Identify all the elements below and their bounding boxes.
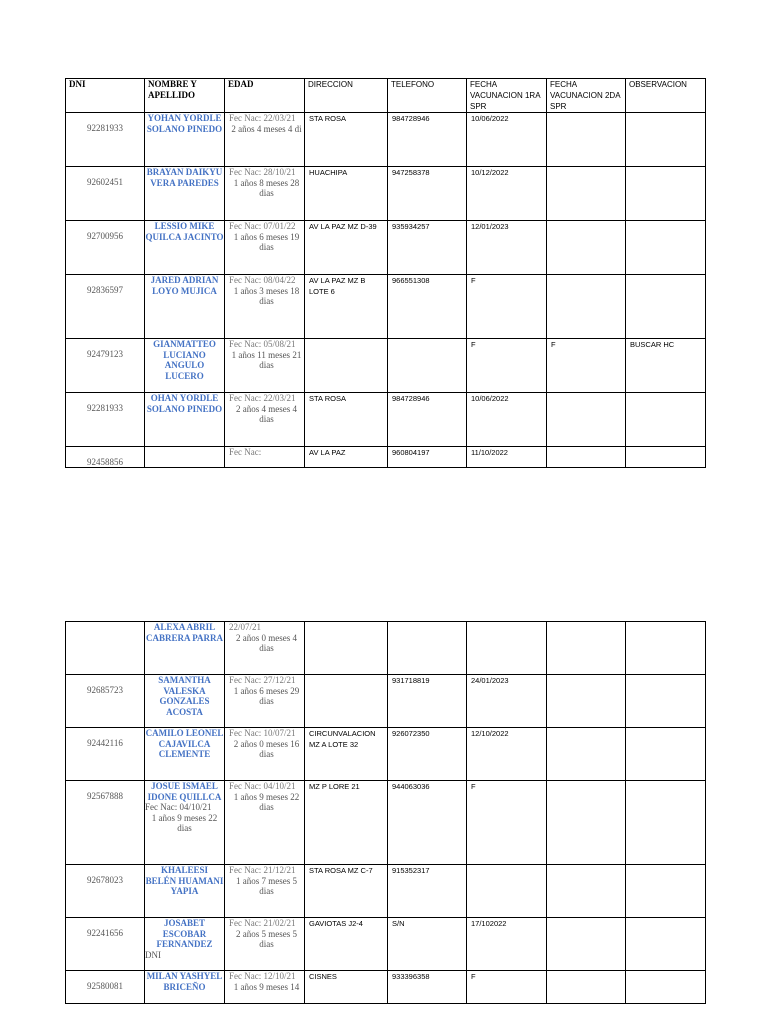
dni-cell [66, 728, 145, 781]
edad-cell [225, 339, 305, 393]
header-direccion: DIRECCION [305, 79, 388, 113]
vaccination-table-page-2 [65, 621, 706, 1004]
age-value: 2 años 0 meses 4 dias [236, 632, 297, 653]
direccion-cell: CIRCUNVALACION MZ A LOTE 32 [305, 728, 388, 781]
table-row [66, 167, 706, 221]
table-row [66, 622, 706, 675]
dni-cell [66, 167, 145, 221]
name-cell [145, 275, 225, 339]
birth-date: Fec Nac: 08/04/22 [229, 275, 296, 285]
edad-cell [225, 918, 305, 971]
fecha-1-cell: F [467, 339, 547, 393]
birth-date: Fec Nac: 21/12/21 [229, 865, 296, 875]
observacion-cell [626, 781, 706, 865]
direccion-cell [305, 339, 388, 393]
dni-cell [66, 393, 145, 447]
table-row [66, 113, 706, 167]
observacion-cell [626, 675, 706, 728]
dni-value: 92685723 [87, 685, 123, 695]
dni-value: 92678023 [87, 875, 123, 885]
dni-value: 92281933 [87, 403, 123, 413]
header-row [66, 79, 706, 113]
vaccination-table-page-1 [65, 78, 706, 468]
observacion-cell [626, 113, 706, 167]
birth-date: Fec Nac: 27/12/21 [229, 675, 296, 685]
table-row [66, 393, 706, 447]
direccion-cell: AV LA PAZ MZ D-39 [305, 221, 388, 275]
table-row [66, 339, 706, 393]
name-cell [145, 675, 225, 728]
header-observacion: OBSERVACION [626, 79, 706, 113]
fecha-2-cell [547, 865, 626, 918]
birth-date: Fec Nac: [229, 447, 262, 457]
age-value: 1 años 11 meses 21 dias [231, 349, 302, 370]
extra-dni-label: DNI [145, 949, 161, 960]
telefono-cell: 926072350 [388, 728, 467, 781]
patient-name: KHALEESI BELÉN HUAMANI YAPIA [145, 865, 224, 896]
telefono-cell: 984728946 [388, 393, 467, 447]
fecha-1-cell: 12/10/2022 [467, 728, 547, 781]
name-cell [145, 971, 225, 1004]
fecha-1-cell: 17/102022 [467, 918, 547, 971]
fecha-2-cell [547, 675, 626, 728]
table-row [66, 918, 706, 971]
name-cell [145, 393, 225, 447]
name-cell [145, 728, 225, 781]
dni-value: 92241656 [87, 928, 123, 938]
telefono-cell: 931718819 [388, 675, 467, 728]
birth-date: Fec Nac: 12/10/21 [229, 971, 296, 981]
header-edad: EDAD [225, 79, 305, 113]
fecha-1-cell [467, 865, 547, 918]
patient-name: BRAYAN DAIKYU VERA PAREDES [146, 167, 223, 188]
telefono-cell: 966551308 [388, 275, 467, 339]
edad-cell [225, 728, 305, 781]
age-value: 1 años 6 meses 29 dias [233, 685, 300, 706]
edad-cell [225, 221, 305, 275]
age-value: 1 años 9 meses 14 [233, 981, 300, 992]
fecha-2-cell [547, 447, 626, 468]
telefono-cell [388, 622, 467, 675]
patient-name: CAMILO LEONEL CAJAVILCA CLEMENTE [145, 728, 224, 759]
age-value: 1 años 9 meses 22 dias [233, 791, 300, 812]
birth-date: Fec Nac: 22/03/21 [229, 113, 296, 123]
dni-cell [66, 113, 145, 167]
observacion-cell [626, 728, 706, 781]
table-row [66, 447, 706, 468]
dni-cell [66, 865, 145, 918]
direccion-cell [305, 675, 388, 728]
observacion-cell [626, 622, 706, 675]
fecha-2-cell [547, 971, 626, 1004]
birth-date: Fec Nac: 10/07/21 [229, 728, 296, 738]
birth-date: Fec Nac: 22/03/21 [229, 393, 296, 403]
edad-cell [225, 167, 305, 221]
name-cell [145, 622, 225, 675]
telefono-cell: 944063036 [388, 781, 467, 865]
observacion-cell [626, 221, 706, 275]
edad-cell [225, 275, 305, 339]
fecha-1-cell: 10/12/2022 [467, 167, 547, 221]
edad-cell [225, 675, 305, 728]
dni-cell [66, 918, 145, 971]
telefono-cell: 947258378 [388, 167, 467, 221]
name-cell [145, 918, 225, 971]
fecha-1-cell: 12/01/2023 [467, 221, 547, 275]
dni-value: 92836597 [87, 285, 123, 295]
table-row [66, 971, 706, 1004]
age-value: 1 años 6 meses 19 dias [233, 231, 300, 252]
age-value: 2 años 5 meses 5 dias [236, 928, 297, 949]
name-cell [145, 221, 225, 275]
dni-value: 92458856 [87, 457, 123, 467]
edad-cell [225, 393, 305, 447]
fecha-1-cell: F [467, 781, 547, 865]
patient-name: JARED ADRIAN LOYO MUJICA [150, 275, 219, 296]
birth-date: Fec Nac: 04/10/21 [229, 781, 296, 791]
observacion-cell [626, 167, 706, 221]
dni-value: 92700956 [87, 231, 123, 241]
edad-cell [225, 971, 305, 1004]
header-fecha-1: FECHA VACUNACION 1RA SPR [467, 79, 547, 113]
observacion-cell [626, 393, 706, 447]
fecha-1-cell: 11/10/2022 [467, 447, 547, 468]
patient-name: YOHAN YORDLE SOLANO PINEDO [146, 113, 223, 134]
name-cell [145, 339, 225, 393]
table-row [66, 865, 706, 918]
patient-name: JOSABET ESCOBAR FERNANDEZ [156, 918, 213, 949]
edad-cell [225, 781, 305, 865]
patient-name: LESSIO MIKE QUILCA JACINTO [145, 221, 224, 242]
fecha-1-cell: 10/06/2022 [467, 113, 547, 167]
patient-name: SAMANTHA VALESKA GONZALES ACOSTA [158, 675, 211, 717]
dni-value [66, 622, 144, 632]
dni-value: 92580081 [87, 981, 123, 991]
direccion-cell: STA ROSA MZ C-7 [305, 865, 388, 918]
birth-date: Fec Nac: 28/10/21 [229, 167, 296, 177]
edad-cell [225, 865, 305, 918]
fecha-1-cell: 24/01/2023 [467, 675, 547, 728]
patient-name: JOSUE ISMAEL IDONE QUILLCA [147, 781, 222, 802]
patient-name: GIANMATTEO LUCIANO ANGULO LUCERO [153, 339, 216, 381]
name-cell [145, 781, 225, 865]
name-cell [145, 865, 225, 918]
fecha-2-cell [547, 221, 626, 275]
direccion-cell: STA ROSA [305, 393, 388, 447]
table-row [66, 728, 706, 781]
fecha-2-cell: F [547, 339, 626, 393]
observacion-cell [626, 447, 706, 468]
patient-name: OHAN YORDLE SOLANO PINEDO [146, 393, 223, 414]
direccion-cell: STA ROSA [305, 113, 388, 167]
fecha-2-cell [547, 918, 626, 971]
fecha-2-cell [547, 167, 626, 221]
table-row [66, 675, 706, 728]
dni-value: 92442116 [87, 738, 123, 748]
patient-name: ALEXA ABRIL CABRERA PARRA [145, 622, 224, 643]
header-fecha-2: FECHA VACUNACION 2DA SPR [547, 79, 626, 113]
age-value: 1 años 8 meses 28 dias [233, 177, 300, 198]
header-telefono: TELEFONO [388, 79, 467, 113]
age-value: 2 años 4 meses 4 di [231, 123, 302, 134]
dni-cell [66, 622, 145, 675]
fecha-2-cell [547, 113, 626, 167]
fecha-1-cell: F [467, 275, 547, 339]
telefono-cell: S/N [388, 918, 467, 971]
observacion-cell [626, 971, 706, 1004]
header-nombre: NOMBRE Y APELLIDO [145, 79, 225, 113]
dni-cell [66, 275, 145, 339]
direccion-cell: MZ P LORE 21 [305, 781, 388, 865]
table-row [66, 781, 706, 865]
age-value: 2 años 0 meses 16 dias [233, 738, 300, 759]
fecha-2-cell [547, 622, 626, 675]
fecha-2-cell [547, 728, 626, 781]
birth-date: 22/07/21 [229, 622, 262, 632]
fecha-1-cell [467, 622, 547, 675]
birth-date: Fec Nac: 07/01/22 [229, 221, 296, 231]
telefono-cell: 933396358 [388, 971, 467, 1004]
dni-cell [66, 971, 145, 1004]
dni-cell [66, 447, 145, 468]
age-value: 1 años 3 meses 18 dias [233, 285, 300, 306]
observacion-cell [626, 918, 706, 971]
direccion-cell: AV LA PAZ MZ B LOTE 6 [305, 275, 388, 339]
birth-date: Fec Nac: 05/08/21 [229, 339, 296, 349]
name-cell [145, 113, 225, 167]
patient-name: MILAN YASHYEL BRICEÑO [146, 971, 223, 992]
age-value: 1 años 7 meses 5 dias [236, 875, 297, 896]
dni-cell [66, 781, 145, 865]
header-dni: DNI [66, 79, 145, 113]
direccion-cell: CISNES [305, 971, 388, 1004]
extra-birth-date: Fec Nac: 04/10/21 [145, 802, 212, 812]
edad-cell [225, 447, 305, 468]
name-cell [145, 447, 225, 468]
dni-cell [66, 675, 145, 728]
dni-value: 92281933 [87, 123, 123, 133]
telefono-cell: 935934257 [388, 221, 467, 275]
direccion-cell: AV LA PAZ [305, 447, 388, 468]
table-row [66, 221, 706, 275]
dni-value: 92479123 [87, 349, 123, 359]
dni-value: 92602451 [87, 177, 123, 187]
observacion-cell [626, 865, 706, 918]
fecha-1-cell: F [467, 971, 547, 1004]
name-cell [145, 167, 225, 221]
telefono-cell: 984728946 [388, 113, 467, 167]
dni-cell [66, 339, 145, 393]
age-value: 2 años 4 meses 4 dias [236, 403, 297, 424]
dni-value: 92567888 [87, 791, 123, 801]
observacion-cell: BUSCAR HC [626, 339, 706, 393]
dni-cell [66, 221, 145, 275]
fecha-2-cell [547, 275, 626, 339]
fecha-2-cell [547, 393, 626, 447]
direccion-cell: HUACHIPA [305, 167, 388, 221]
table-row [66, 275, 706, 339]
birth-date: Fec Nac: 21/02/21 [229, 918, 296, 928]
observacion-cell [626, 275, 706, 339]
extra-age: 1 años 9 meses 22 dias [151, 812, 218, 833]
edad-cell [225, 113, 305, 167]
telefono-cell [388, 339, 467, 393]
fecha-2-cell [547, 781, 626, 865]
direccion-cell: GAVIOTAS J2-4 [305, 918, 388, 971]
fecha-1-cell: 10/06/2022 [467, 393, 547, 447]
direccion-cell [305, 622, 388, 675]
telefono-cell: 960804197 [388, 447, 467, 468]
telefono-cell: 915352317 [388, 865, 467, 918]
edad-cell [225, 622, 305, 675]
